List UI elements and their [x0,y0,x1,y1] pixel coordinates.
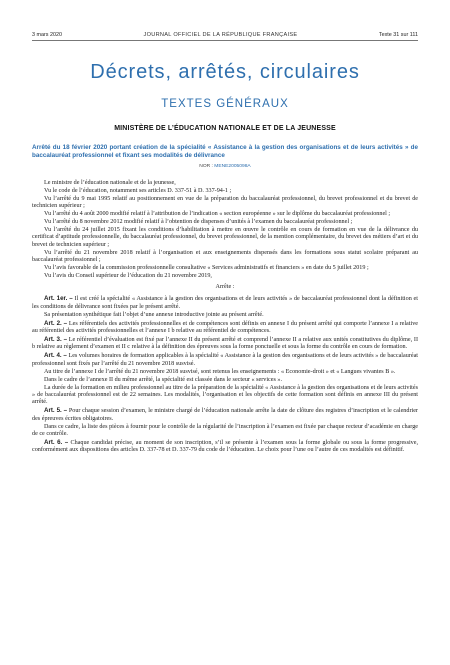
section-title: Décrets, arrêtés, circulaires [90,61,360,83]
article-text: Dans ce cadre, la liste des pièces à fournir pour le contrôle de la régularité de l’inscription à l’examen est fixée par chaque recteur d’académie en charge de ce contrôle. [32,423,418,437]
article-paragraph [32,295,418,311]
nor-reference [32,164,418,170]
article-text: Il est créé la spécialité « Assistance à la gestion des organisations et de leurs activités » de baccalauréat professionnel dont la définition et les conditions de délivrance sont fixées par le présent arrêté. [32,296,418,310]
visa-paragraph: Vu le code de l’éducation, notamment ses articles D. 337-51 à D. 337-94-1 ; [44,187,232,194]
article-text: Chaque candidat précise, au moment de son inscription, s’il se présente à l’examen sous la forme globale ou sous la forme progressive, conformément aux dispositions des articles D. 337-78 et D. 337-79 du code de l’éducation. Le choix pour l’une ou l’autre de ces modalités est définitif. [32,439,418,454]
decree-title: Arrêté du 18 février 2020 portant création de la spécialité « Assistance à la gestion des organisations et de leurs activités » de baccalauréat professionnel et fixant ses modalités de délivrance [32,144,418,159]
article-paragraph [32,385,418,407]
journal-header [32,28,418,41]
article-paragraph [32,424,418,439]
visa-paragraph: Vu l’arrêté du 9 mai 1995 relatif au positionnement en vue de la préparation du baccalauréat professionnel, du brevet professionnel et du brevet de technicien supérieur ; [32,195,418,209]
header-date: 3 mars 2020 [32,32,62,38]
visa-paragraph: Vu l’avis favorable de la commission professionnelle consultative « Services administratifs et financiers » en date du 5 juillet 2019 ; [44,264,369,271]
article-number: Art. 2. – [44,319,68,327]
article-text: La durée de la formation en milieu professionnel au titre de la préparation de la spécialité « Assistance à la gestion des organisations et de leurs activités » de baccalauréat professionnel est de 22 semaines. Les modalités, l’organisation et les objectifs de cette formation sont définis en annexe III du présent arrêté. [32,384,418,406]
article-number: Art. 5. – [44,407,68,415]
visa-paragraph: Le ministre de l’éducation nationale et de la jeunesse, [44,179,176,186]
article-text: Les volumes horaires de formation applicables à la spécialité « Assistance à la gestion des organisations et de leurs activités » de baccalauréat professionnel sont fixés par l’arrêté du 21 novembre 2018 susvisé. [32,353,419,367]
article-paragraph [32,369,418,376]
article-list [32,295,418,454]
visa-paragraph: Vu l’arrêté du 21 novembre 2018 relatif à l’organisation et aux enseignements dispensés dans les formations sous statut scolaire préparant au baccalauréat professionnel ; [32,249,418,263]
article-number: Art. 3. – [44,336,68,344]
nor-label: NOR : [199,163,213,169]
nor-code: MENE2005098A [214,163,251,169]
visa-list [32,180,418,281]
article-text: Les référentiels des activités professionnelles et de compétences sont définis en annexe I du présent arrêté qui comporte l’annexe I a relative au référentiel des activités professionnelles et l’annexe I b relative au référentiel de compétences. [32,320,418,335]
article-paragraph [32,336,418,352]
article-paragraph [32,312,418,319]
article-paragraph [32,320,418,336]
visa-paragraph: Vu l’arrêté du 8 novembre 2012 modifié relatif à l’obtention de dispenses d’unités à l’examen du baccalauréat professionnel ; [44,219,353,226]
article-paragraph [32,377,418,384]
article-paragraph [32,439,418,455]
subsection-title: TEXTES GÉNÉRAUX [161,98,289,110]
visa-paragraph: Vu l’arrêté du 4 août 2000 modifié relatif à l’attribution de l’indication « section européenne » sur le diplôme du baccalauréat professionnel ; [44,210,391,217]
article-text: Sa présentation synthétique fait l’objet d’une annexe introductive jointe au présent arrêté. [44,311,264,318]
article-number: Art. 4. – [44,352,67,360]
ministry-heading: MINISTÈRE DE L’ÉDUCATION NATIONALE ET DE LA JEUNESSE [114,125,336,132]
header-text-ref: Texte 31 sur 111 [378,32,418,38]
decree-body [32,180,418,455]
article-paragraph [32,352,418,368]
arrete-label: Arrête : [215,284,235,291]
article-number: Art. 6. – [44,438,69,446]
page [0,28,450,665]
visa-paragraph: Vu l’arrêté du 24 juillet 2015 fixant les conditions d’habilitation à mettre en œuvre le contrôle en cours de formation en vue de la délivrance du certificat d’aptitude professionnelle, du baccalauréat professionnel, du brevet professionnel, de la mention complémentaire, du brevet des métiers d’art et du brevet de technicien supérieur ; [32,227,418,248]
article-paragraph [32,407,418,423]
header-journal-name: JOURNAL OFFICIEL DE LA RÉPUBLIQUE FRANÇAISE [143,32,298,38]
article-number: Art. 1er. – [44,295,73,303]
article-text: Dans le cadre de l’annexe II du même arrêté, la spécialité est classée dans le secteur « services ». [44,376,283,383]
visa-paragraph: Vu l’avis du Conseil supérieur de l’éducation du 21 novembre 2019, [44,272,212,279]
article-text: Au titre de l’annexe I de l’arrêté du 21 novembre 2018 susvisé, sont retenus les enseignements : « Economie-droit » et « Langues vivantes B ». [44,368,396,375]
article-text: Le référentiel d’évaluation est fixé par l’annexe II du présent arrêté et comprend l’annexe II a relative aux unités constitutives du diplôme, II b relative au règlement d’examen et II c relative à la définition des épreuves sous la forme ponctuelle et sous la forme du contrôle en cours de formation. [32,337,418,351]
article-text: Pour chaque session d’examen, le ministre chargé de l’éducation nationale arrête la date de clôture des registres d’inscription et le calendrier des épreuves écrites obligatoires. [32,408,418,422]
